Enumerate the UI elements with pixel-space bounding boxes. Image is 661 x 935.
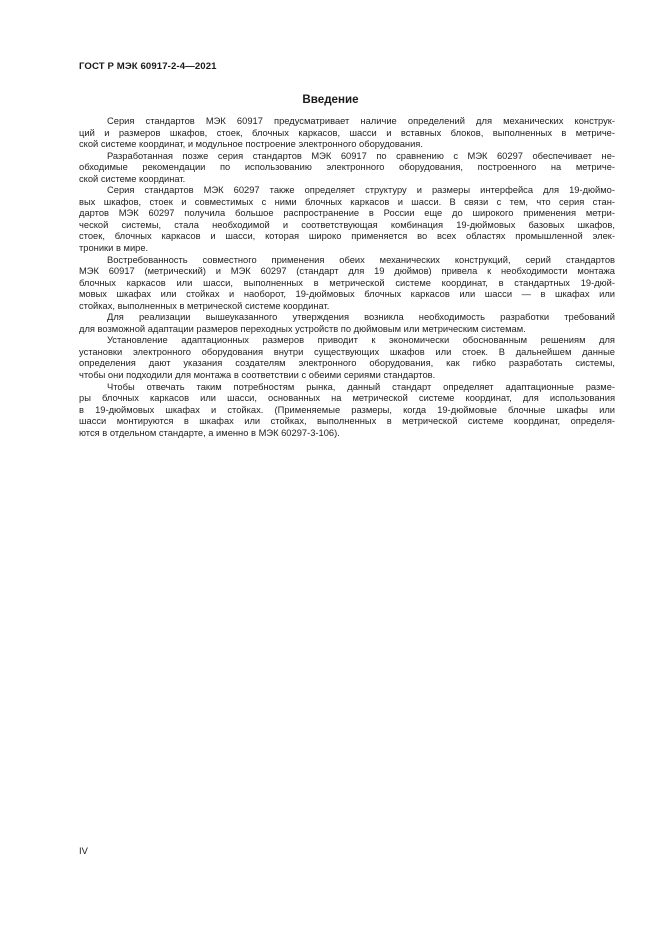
paragraph-5 xyxy=(79,312,615,335)
text-line: мовых шкафах или стойках и наоборот, 19-дюймовых блочных каркасов или шасси — в шкафах или xyxy=(79,289,615,300)
text-line: в 19-дюймовых шкафах и стойках. (Применяемые размеры, когда 19-дюймовые блочные шкафы или xyxy=(79,404,615,415)
text-line: Для реализации вышеуказанного утверждения возникла необходимость разработки требований xyxy=(107,312,615,323)
text-line: стоек, блочных каркасов и шасси, которая широко применяется во всех областях промышленной элек- xyxy=(79,231,615,242)
text-line: Востребованность совместного применения обеих механических конструкций, серий стандартов xyxy=(107,254,615,265)
text-line: вых шкафов, стоек и совместимых с ними блочных каркасов и шасси. В связи с тем, что серия стан- xyxy=(79,196,615,207)
text-line: ческой системы, стала необходимой и соответствующая комбинация 19-дюймовых базовых шкафов, xyxy=(79,219,615,230)
text-line: Серия стандартов МЭК 60297 также определяет структуру и размеры интерфейса для 19-дюймо- xyxy=(107,185,615,196)
paragraph-6 xyxy=(79,335,615,381)
paragraph-4 xyxy=(79,255,615,313)
text-line: ры блочных каркасов или шасси, основанных на метрической системе координат, для использования xyxy=(79,393,615,404)
paragraph-2 xyxy=(79,151,615,186)
paragraph-3 xyxy=(79,185,615,254)
text-line: дартов МЭК 60297 получила большое распространение в России еще до широкого применения метри- xyxy=(79,208,615,219)
text-line: Чтобы отвечать таким потребностям рынка, данный стандарт определяет адаптационные разме- xyxy=(107,381,615,392)
page-number: IV xyxy=(79,845,88,856)
text-line: Установление адаптационных размеров приводит к экономически обоснованным решениям для xyxy=(107,335,615,346)
text-line: блочных каркасов или шасси, выполненных в метрической системе координат, в стандартных 19-дюй- xyxy=(79,277,615,288)
text-line: троники в мире. xyxy=(79,243,149,254)
text-line: ются в отдельном стандарте, а именно в МЭК 60297-3-106). xyxy=(79,427,340,438)
text-line: для возможной адаптации размеров переходных устройств по дюймовым или метрическим системам. xyxy=(79,323,526,334)
text-line: Разработанная позже серия стандартов МЭК 60917 по сравнению с МЭК 60297 обеспечивает не- xyxy=(107,150,615,161)
text-line: МЭК 60917 (метрический) и МЭК 60297 (стандарт для 19 дюймов) привела к необходимости монтажа xyxy=(79,266,615,277)
text-line: обходимые рекомендации по использованию электронного оборудования, построенного на метриче- xyxy=(79,162,615,173)
paragraph-1 xyxy=(79,116,615,151)
text-line: ской системе координат, и модульное построение электронного оборудования. xyxy=(79,139,423,150)
text-line: ций и размеров шкафов, стоек, блочных каркасов, шасси и вставных блоков, выполненных в метриче- xyxy=(79,127,615,138)
text-line: ской системе координат. xyxy=(79,173,186,184)
text-line: шасси монтируются в шкафах или стойках, выполненных в метрической системе координат, определя- xyxy=(79,416,615,427)
text-line: установки электронного оборудования внутри существующих шкафов или стоек. В дальнейшем данные xyxy=(79,346,615,357)
text-line: стойках, выполненных в метрической системе координат. xyxy=(79,300,330,311)
text-line: Серия стандартов МЭК 60917 предусматривает наличие определений для механических конструк- xyxy=(107,116,615,126)
text-line: чтобы они подходили для монтажа в соответствии с обеими сериями стандартов. xyxy=(79,370,436,381)
paragraph-7 xyxy=(79,382,615,440)
text-line: определения дают указания создателям электронного оборудования, как гибко разработать системы, xyxy=(79,358,615,369)
document-header: ГОСТ Р МЭК 60917-2-4—2021 xyxy=(79,61,217,72)
section-title: Введение xyxy=(302,93,359,106)
body-text xyxy=(79,116,615,439)
